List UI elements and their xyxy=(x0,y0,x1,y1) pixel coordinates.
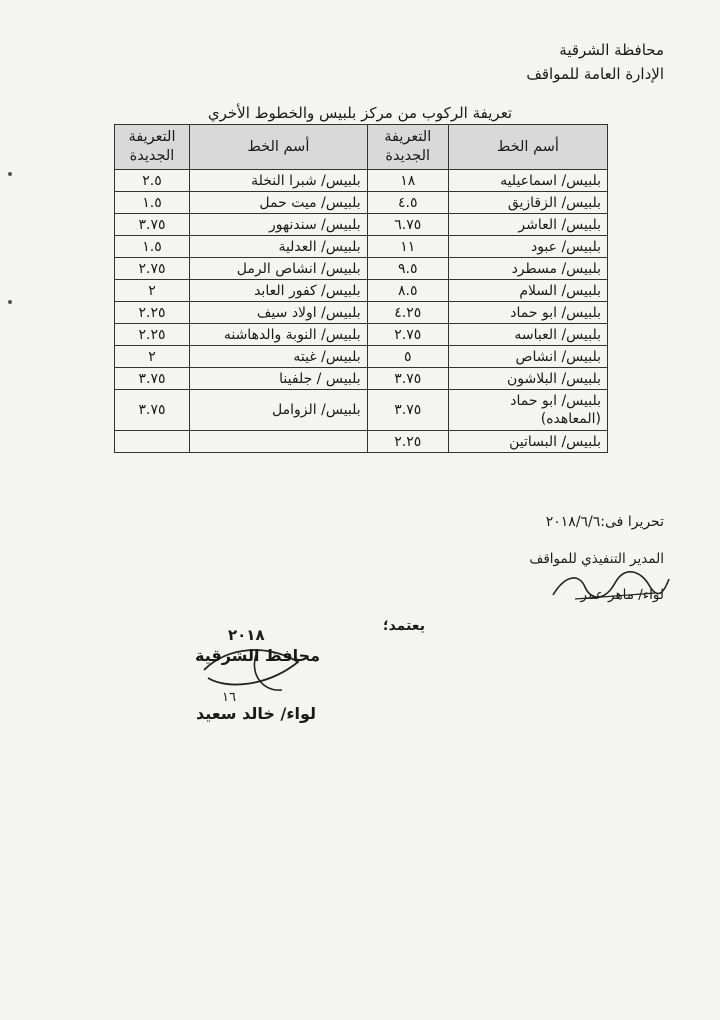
route-cell: بلبيس/ انشاص xyxy=(448,346,607,368)
route-cell: بلبيس/ الزقازيق xyxy=(448,192,607,214)
header-route-left: أسم الخط xyxy=(190,125,368,170)
governor-name: لواء/ خالد سعيد xyxy=(196,704,317,723)
director-signature-icon xyxy=(545,565,675,605)
route-cell: بلبيس/ السلام xyxy=(448,280,607,302)
route-cell: بلبيس/ البلاشون xyxy=(448,368,607,390)
table-row xyxy=(115,390,608,431)
fare-cell: ٣.٧٥ xyxy=(115,390,190,431)
fare-cell: ١٨ xyxy=(367,170,448,192)
table-row xyxy=(115,431,608,453)
fare-cell: ٤.٢٥ xyxy=(367,302,448,324)
fare-cell: ٣.٧٥ xyxy=(115,214,190,236)
route-cell: بلبيس/ مسطرد xyxy=(448,258,607,280)
written-on-date: تحريرا فى:٢٠١٨/٦/٦ xyxy=(545,514,664,530)
route-cell: بلبيس/ النوبة والدهاشنه xyxy=(190,324,368,346)
fare-table xyxy=(114,124,608,453)
fare-cell: ٤.٥ xyxy=(367,192,448,214)
fare-cell: ١١ xyxy=(367,236,448,258)
route-cell: بلبيس/ كفور العابد xyxy=(190,280,368,302)
route-cell: بلبيس/ ابو حماد xyxy=(448,302,607,324)
fare-cell: ٣.٧٥ xyxy=(367,390,448,431)
table-row xyxy=(115,192,608,214)
approved-label: يعتمد؛ xyxy=(383,618,425,634)
route-cell: بلبيس/ الزوامل xyxy=(190,390,368,431)
scan-dot xyxy=(8,300,12,304)
fare-cell: ١.٥ xyxy=(115,192,190,214)
header-route-right: أسم الخط xyxy=(448,125,607,170)
scan-dot xyxy=(8,172,12,176)
route-cell: بلبيس/ العباسه xyxy=(448,324,607,346)
route-cell: بلبيس/ العدلية xyxy=(190,236,368,258)
route-cell: بلبيس/ غيته xyxy=(190,346,368,368)
governor-title: محافظ الشرقية xyxy=(195,646,321,665)
route-cell: بلبيس/ العاشر xyxy=(448,214,607,236)
fare-cell: ١.٥ xyxy=(115,236,190,258)
header-fare-right: التعريفة الجديدة xyxy=(367,125,448,170)
fare-cell xyxy=(115,431,190,453)
table-row xyxy=(115,236,608,258)
route-cell: بلبيس/ شبرا النخلة xyxy=(190,170,368,192)
fare-cell: ٣.٧٥ xyxy=(367,368,448,390)
table-header-row xyxy=(115,125,608,170)
director-title: المدير التنفيذي للمواقف xyxy=(529,551,664,567)
route-cell: بلبيس / جلفينا xyxy=(190,368,368,390)
governorate-name: محافظة الشرقية xyxy=(559,41,664,59)
table-row xyxy=(115,280,608,302)
fare-cell: ٩.٥ xyxy=(367,258,448,280)
fare-cell: ٣.٧٥ xyxy=(115,368,190,390)
table-row xyxy=(115,258,608,280)
fare-cell: ٢.٥ xyxy=(115,170,190,192)
fare-cell: ٢.٧٥ xyxy=(367,324,448,346)
letterhead xyxy=(526,38,664,86)
table-row xyxy=(115,302,608,324)
route-cell: بلبيس/ عبود xyxy=(448,236,607,258)
fare-cell: ٢.٧٥ xyxy=(115,258,190,280)
fare-cell: ٢.٢٥ xyxy=(115,324,190,346)
route-cell: بلبيس/ اولاد سيف xyxy=(190,302,368,324)
route-cell: بلبيس/ البساتين xyxy=(448,431,607,453)
director-name: لواء/ ماهر عمر xyxy=(580,587,664,603)
department-name: الإدارة العامة للمواقف xyxy=(526,65,664,83)
table-row xyxy=(115,214,608,236)
table-row xyxy=(115,324,608,346)
table-row xyxy=(115,368,608,390)
fare-cell: ٨.٥ xyxy=(367,280,448,302)
table-row xyxy=(115,346,608,368)
route-cell: بلبيس/ ميت حمل xyxy=(190,192,368,214)
route-cell: بلبيس/ اسماعيليه xyxy=(448,170,607,192)
fare-cell: ٢ xyxy=(115,280,190,302)
handwritten-day: ١٦ xyxy=(222,690,236,705)
fare-cell: ٢.٢٥ xyxy=(367,431,448,453)
table-row xyxy=(115,170,608,192)
route-cell: بلبيس/ انشاص الرمل xyxy=(190,258,368,280)
header-fare-left: التعريفة الجديدة xyxy=(115,125,190,170)
document-title: تعريفة الركوب من مركز بلبيس والخطوط الأخري xyxy=(207,104,513,122)
fare-cell: ٦.٧٥ xyxy=(367,214,448,236)
route-cell: بلبيس/ سندنهور xyxy=(190,214,368,236)
fare-cell: ٢.٢٥ xyxy=(115,302,190,324)
stamp-year: ٢٠١٨ xyxy=(228,626,265,644)
fare-cell: ٢ xyxy=(115,346,190,368)
route-cell: بلبيس/ ابو حماد (المعاهده) xyxy=(448,390,607,431)
route-cell xyxy=(190,431,368,453)
fare-cell: ٥ xyxy=(367,346,448,368)
